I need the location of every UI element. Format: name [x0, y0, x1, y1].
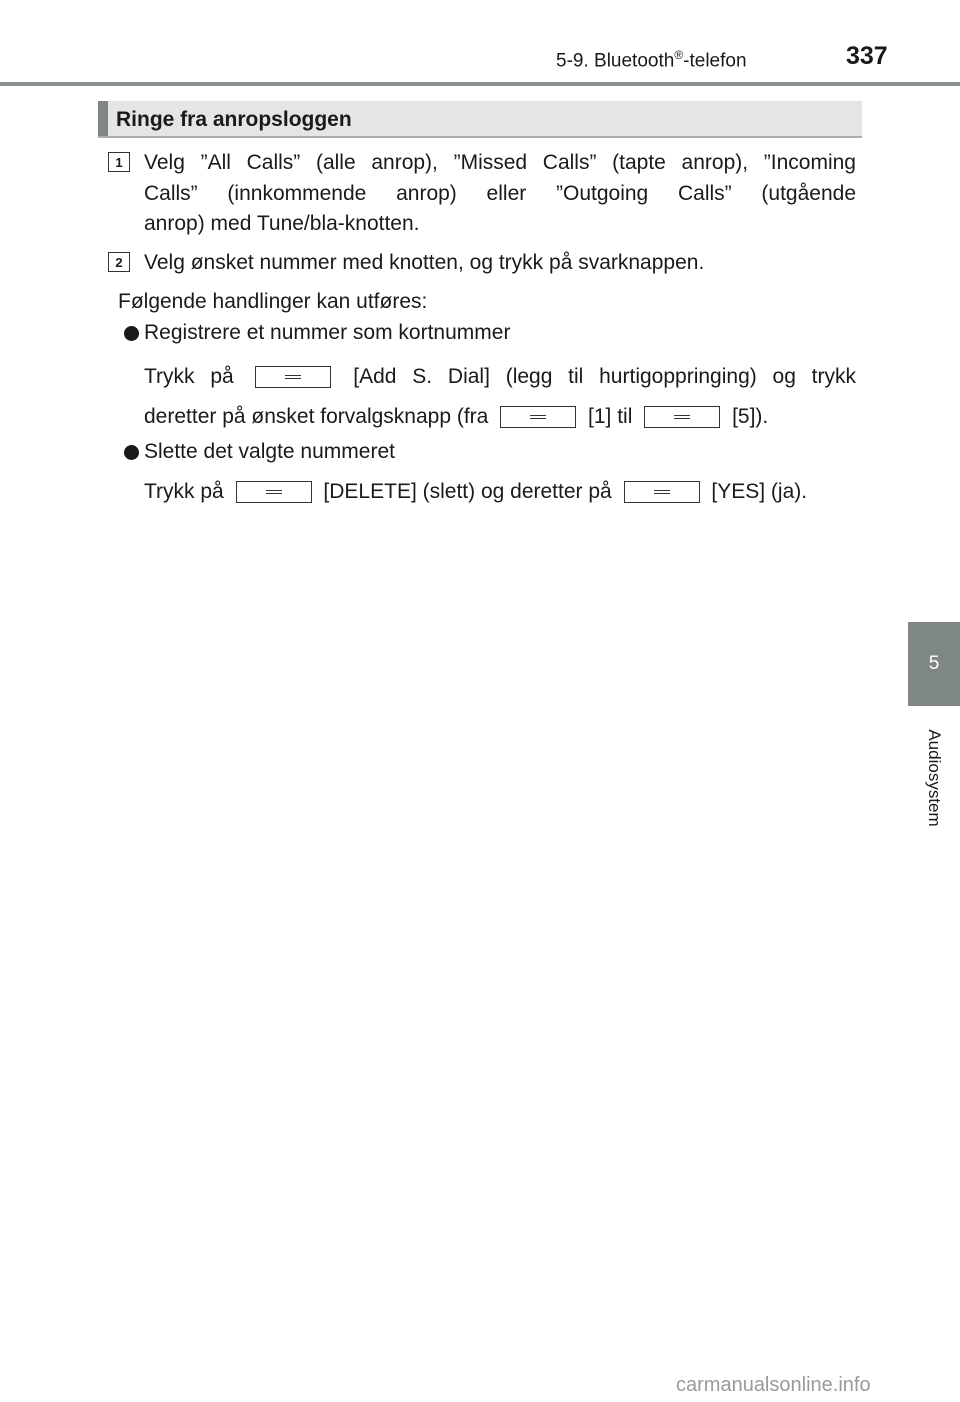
bullet-1-heading: Registrere et nummer som kortnummer	[144, 321, 511, 344]
bullet-1-text-c: deretter på ønsket forvalgsknapp (fra	[144, 405, 489, 428]
watermark: carmanualsonline.info	[676, 1374, 871, 1396]
preset-1-screen-button	[500, 406, 576, 428]
bullet-2-line-1	[144, 477, 807, 507]
section-heading-prefix: 5-9. Bluetooth	[556, 50, 675, 72]
bullet-2-text-c: [YES] (ja).	[711, 480, 808, 503]
bullet-1-text-b: [Add S. Dial] (legg til hurtigoppringing) og trykk	[353, 365, 856, 388]
bullet-1-line-2	[144, 402, 768, 432]
bullet-1-line-1	[144, 362, 856, 392]
section-title: Ringe fra anropsloggen	[116, 108, 352, 131]
actions-intro: Følgende handlinger kan utføres:	[118, 290, 428, 313]
bullet-2-heading: Slette det valgte nummeret	[144, 440, 395, 463]
section-heading-suffix: -telefon	[683, 50, 747, 72]
bullet-1-text-a: Trykk på	[144, 365, 234, 388]
page-number: 337	[846, 42, 888, 70]
section-title-bar	[98, 101, 862, 138]
bullet-1-text-e: [5]).	[732, 405, 769, 428]
step-number-1: 1	[108, 152, 130, 172]
bullet-1-text-d: [1] til	[588, 405, 633, 428]
bullet-dot-1	[124, 326, 139, 341]
step-2-line-1: Velg ønsket nummer med knotten, og trykk på svarknappen.	[144, 251, 705, 274]
step-1-line-1: Velg ”All Calls” (alle anrop), ”Missed Calls” (tapte anrop), ”Incoming	[144, 151, 856, 174]
header-divider	[0, 82, 960, 86]
add-speed-dial-screen-button	[255, 366, 331, 388]
bullet-dot-2	[124, 445, 139, 460]
step-1-line-3: anrop) med Tune/bla-knotten.	[144, 212, 420, 235]
step-number-2: 2	[108, 252, 130, 272]
chapter-number: 5	[928, 653, 940, 674]
chapter-label: Audiosystem	[925, 729, 944, 827]
bullet-2-text-a: Trykk på	[144, 480, 224, 503]
yes-screen-button	[624, 481, 700, 503]
section-heading	[556, 48, 747, 72]
registered-mark: ®	[674, 48, 684, 62]
chapter-tab	[908, 622, 960, 706]
preset-5-screen-button	[644, 406, 720, 428]
step-1-line-2: Calls” (innkommende anrop) eller ”Outgoing Calls” (utgående	[144, 182, 856, 205]
delete-screen-button	[236, 481, 312, 503]
bullet-2-text-b: [DELETE] (slett) og deretter på	[323, 480, 612, 503]
